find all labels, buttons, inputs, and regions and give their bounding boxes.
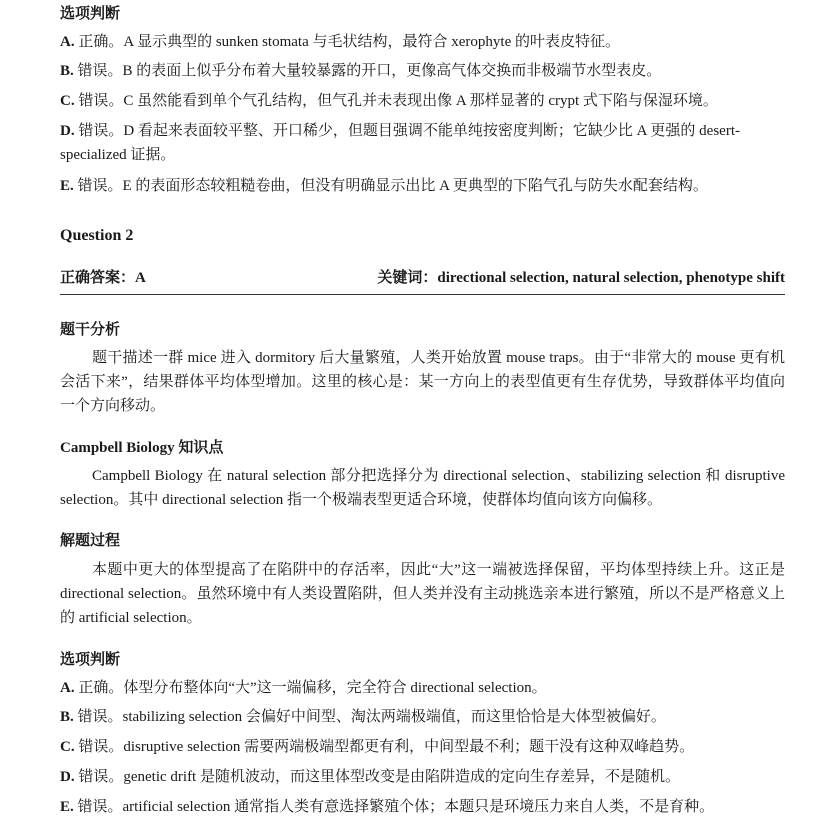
correct-answer: 正确答案：A — [60, 270, 146, 286]
option-text: 正确。A 显示典型的 sunken stomata 与毛状结构，最符合 xerophyte 的叶表皮特征。 — [78, 34, 620, 50]
campbell-heading: Campbell Biology 知识点 — [60, 440, 224, 456]
question-title: Question 2 — [60, 227, 134, 244]
option-letter: C. — [60, 739, 75, 755]
option-text: 正确。体型分布整体向“大”这一端偏移，完全符合 directional selection。 — [78, 680, 547, 696]
option-letter: C. — [60, 93, 75, 109]
option-letter: A. — [60, 34, 75, 50]
divider — [60, 294, 785, 295]
option-text: 错误。disruptive selection 需要两端极端型都更有利，中间型最不利；题干没有这种双峰趋势。 — [78, 739, 695, 755]
option-text: 错误。stabilizing selection 会偏好中间型、淘汰两端极端值，而这里恰恰是大体型被偏好。 — [77, 709, 666, 725]
option-a — [60, 30, 785, 54]
q2-option-b — [60, 705, 785, 729]
option-e — [60, 174, 785, 198]
section-heading-options: 选项判断 — [60, 6, 121, 22]
q2-option-d — [60, 765, 785, 789]
option-letter: D. — [60, 123, 75, 139]
option-letter: E. — [60, 178, 74, 194]
stem-analysis-text: 题干描述一群 mice 进入 dormitory 后大量繁殖，人类开始放置 mouse traps。由于“非常大的 mouse 更有机会活下来”，结果群体平均体型增加。这里的核心是：某一方向上的表型值更有生存优势，导致群体平均值向一个方向移动。 — [60, 350, 785, 414]
answer-keywords-row — [60, 266, 785, 290]
option-text: 错误。genetic drift 是随机波动，而这里体型改变是由陷阱造成的定向生存差异，不是随机。 — [78, 769, 680, 785]
q2-option-e — [60, 795, 785, 819]
q2-option-a — [60, 676, 785, 700]
stem-analysis-heading: 题干分析 — [60, 322, 121, 338]
option-text: 错误。E 的表面形态较粗糙卷曲，但没有明确显示出比 A 更典型的下陷气孔与防失水配套结构。 — [77, 178, 708, 194]
process-text: 本题中更大的体型提高了在陷阱中的存活率，因此“大”这一端被选择保留，平均体型持续上升。这正是 directional selection。虽然环境中有人类设置陷阱，但人类并没有主动挑选亲本进行繁殖，所以不是严格意义上的 artificial selection。 — [60, 562, 785, 626]
q2-option-c — [60, 735, 785, 759]
option-text: 错误。C 虽然能看到单个气孔结构，但气孔并未表现出像 A 那样显著的 crypt 式下陷与保湿环境。 — [78, 93, 718, 109]
option-letter: E. — [60, 799, 74, 815]
option-text: 错误。B 的表面上似乎分布着大量较暴露的开口，更像高气体交换而非极端节水型表皮。 — [77, 63, 662, 79]
option-text: 错误。artificial selection 通常指人类有意选择繁殖个体；本题只是环境压力来自人类，不是育种。 — [77, 799, 715, 815]
option-b — [60, 59, 785, 83]
option-d — [60, 119, 785, 167]
option-letter: B. — [60, 63, 74, 79]
option-letter: D. — [60, 769, 75, 785]
option-text: 错误。D 看起来表面较平整、开口稀少，但题目强调不能单纯按密度判断；它缺少比 A 更强的 desert-specialized 证据。 — [60, 123, 740, 163]
options-heading: 选项判断 — [60, 652, 121, 668]
option-c — [60, 89, 785, 113]
process-heading: 解题过程 — [60, 533, 121, 549]
option-letter: A. — [60, 680, 75, 696]
campbell-text: Campbell Biology 在 natural selection 部分把选择分为 directional selection、stabilizing selection 和 disruptive selection。其中 directional selection 指一个极端表型更适合环境，使群体均值向该方向偏移。 — [60, 468, 785, 508]
keywords: 关键词：directional selection, natural selection, phenotype shift — [377, 270, 785, 286]
option-letter: B. — [60, 709, 74, 725]
